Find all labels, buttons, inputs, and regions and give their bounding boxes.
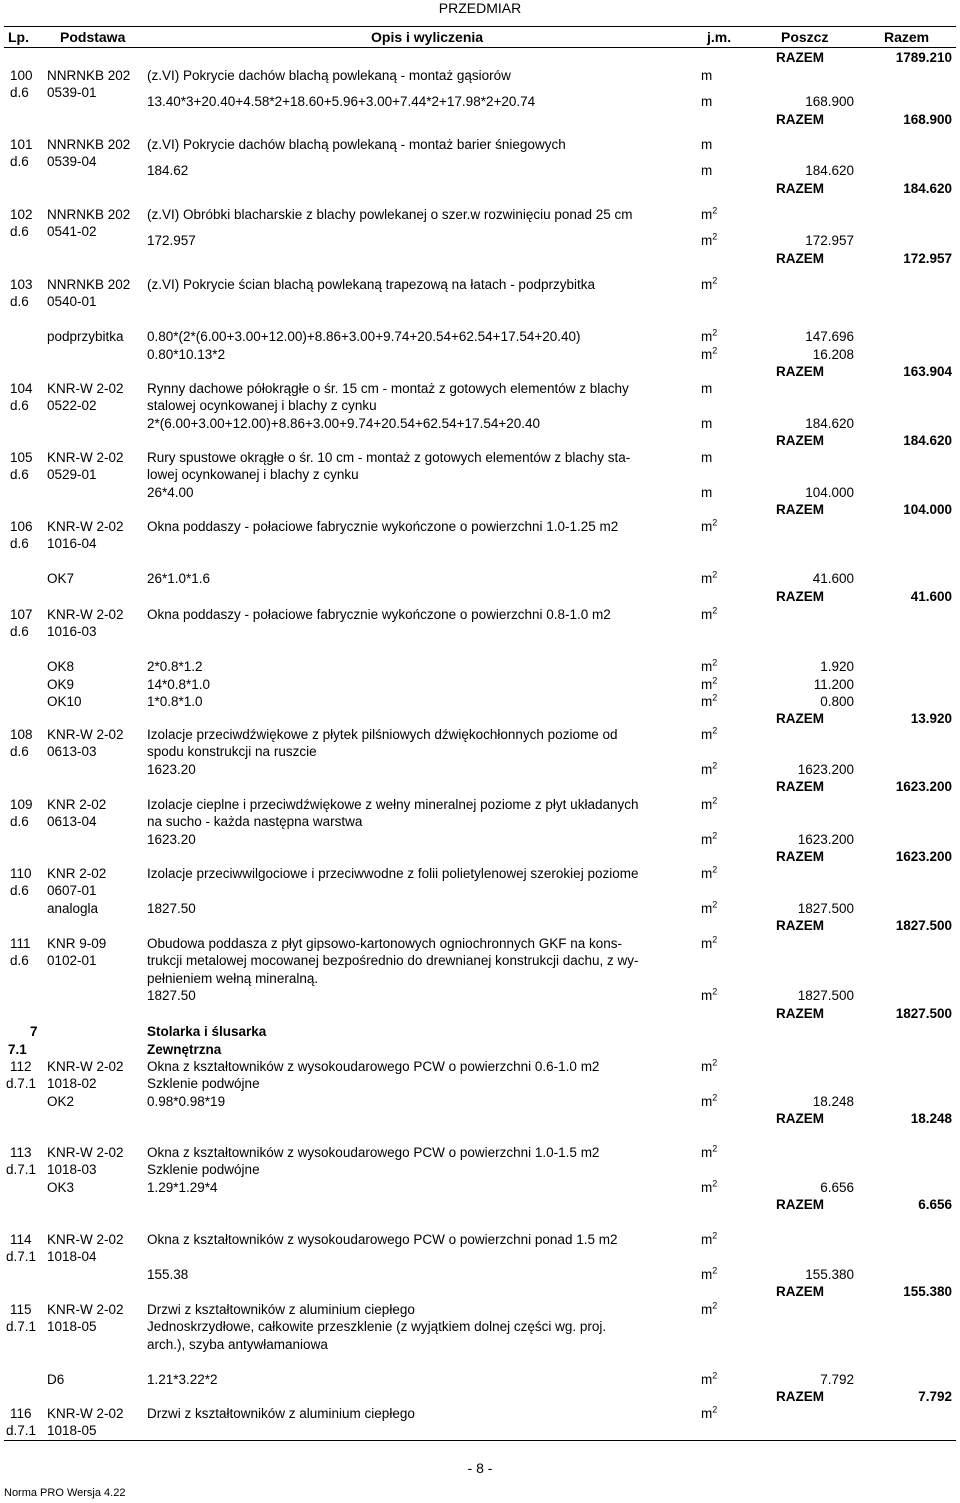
calc-label: OK7 bbox=[47, 571, 75, 587]
item-total: 1623.200 bbox=[895, 849, 952, 865]
item-description: (z.VI) Pokrycie dachów blachą powlekaną - montaż barier śniegowych bbox=[147, 137, 566, 152]
section-title: Stolarka i ślusarka bbox=[147, 1024, 267, 1039]
unit-base: m bbox=[701, 1059, 713, 1074]
header-opis: Opis i wyliczenia bbox=[371, 29, 484, 45]
item-description-line2: spodu konstrukcji na ruszcie bbox=[147, 744, 317, 760]
item-unit: m bbox=[701, 381, 713, 396]
item-unit bbox=[701, 866, 717, 882]
calc-expression: 26*1.0*1.6 bbox=[147, 571, 211, 587]
item-basis-code: 1018-05 bbox=[47, 1423, 97, 1439]
calc-unit: m bbox=[701, 94, 713, 110]
unit-superscript: 2 bbox=[712, 1370, 718, 1381]
unit-base: m bbox=[701, 207, 713, 222]
unit-base: m bbox=[701, 831, 713, 847]
razem-label: RAZEM bbox=[776, 711, 824, 727]
unit-base: m bbox=[701, 936, 713, 951]
unit-superscript: 2 bbox=[712, 1300, 718, 1311]
item-basis-code: 0540-01 bbox=[47, 294, 97, 310]
unit-superscript: 2 bbox=[712, 657, 718, 668]
page-number: - 8 - bbox=[467, 1460, 493, 1476]
unit-base: m bbox=[701, 866, 713, 881]
item-description-line2: na sucho - każda następna warstwa bbox=[147, 814, 363, 830]
section-number: 7 bbox=[30, 1024, 38, 1039]
item-basis-catalog: KNR-W 2-02 bbox=[47, 1406, 124, 1421]
unit-superscript: 2 bbox=[712, 231, 718, 242]
item-description: (z.VI) Pokrycie dachów blachą powlekaną - montaż gąsiorów bbox=[147, 68, 511, 83]
unit-base: m bbox=[701, 1179, 713, 1195]
unit-superscript: 2 bbox=[712, 864, 718, 875]
razem-label: RAZEM bbox=[776, 1005, 824, 1021]
item-total: 7.792 bbox=[918, 1389, 952, 1404]
item-basis-catalog: KNR-W 2-02 bbox=[47, 1145, 124, 1160]
razem-label: RAZEM bbox=[776, 433, 824, 449]
header-razem: Razem bbox=[884, 29, 930, 45]
item-number: 115 bbox=[10, 1302, 32, 1317]
calc-value: 168.900 bbox=[805, 94, 854, 110]
item-basis-code: 0607-01 bbox=[47, 883, 97, 899]
unit-base: m bbox=[701, 571, 713, 587]
unit-superscript: 2 bbox=[712, 517, 718, 528]
calc-value: 1.920 bbox=[820, 659, 854, 675]
calc-unit bbox=[701, 1094, 717, 1110]
item-total: 1827.500 bbox=[895, 918, 952, 934]
razem-label: RAZEM bbox=[776, 779, 824, 795]
item-number: 109 bbox=[10, 797, 33, 812]
item-basis-catalog: KNR-W 2-02 bbox=[47, 450, 124, 465]
section-title: Zewnętrzna bbox=[147, 1042, 222, 1057]
item-unit bbox=[701, 607, 717, 623]
razem-label: RAZEM bbox=[776, 250, 824, 266]
calc-value: 0.800 bbox=[820, 694, 854, 709]
unit-superscript: 2 bbox=[712, 327, 718, 338]
item-description: Rynny dachowe półokrągłe o śr. 15 cm - montaż z gotowych elementów z blachy bbox=[147, 381, 629, 396]
item-total: 184.620 bbox=[903, 433, 952, 449]
unit-superscript: 2 bbox=[712, 934, 718, 945]
item-chapter: d.6 bbox=[10, 744, 29, 760]
calc-unit: m bbox=[701, 163, 713, 179]
item-description: Izolacje przeciwwilgociowe i przeciwwodne z folii polietylenowej szerokiej poziome bbox=[147, 866, 639, 881]
item-description-line2: stalowej ocynkowanej i blachy z cynku bbox=[147, 398, 377, 414]
item-number: 110 bbox=[10, 866, 32, 881]
item-basis-catalog: KNR-W 2-02 bbox=[47, 381, 124, 396]
item-basis-code: 1018-04 bbox=[47, 1249, 97, 1265]
header-podstawa: Podstawa bbox=[60, 29, 126, 45]
item-total: 13.920 bbox=[910, 711, 952, 727]
item-description-line2: Szklenie podwójne bbox=[147, 1076, 260, 1092]
calc-unit bbox=[701, 1267, 717, 1283]
calc-unit bbox=[701, 1180, 717, 1196]
unit-base: m bbox=[701, 1093, 713, 1109]
unit-base: m bbox=[701, 233, 713, 249]
item-description-line3: arch.), szyba antywłamaniowa bbox=[147, 1336, 328, 1352]
razem-label: RAZEM bbox=[776, 588, 824, 604]
razem-label: RAZEM bbox=[776, 111, 824, 127]
item-description: Rury spustowe okrągłe o śr. 10 cm - montaż z gotowych elementów z blachy sta- bbox=[147, 450, 631, 465]
calc-expression: 2*(6.00+3.00+12.00)+8.86+3.00+9.74+20.54+62.54+17.54+20.40 bbox=[147, 415, 540, 431]
unit-base: m bbox=[701, 277, 713, 292]
item-basis-catalog: KNR-W 2-02 bbox=[47, 1232, 124, 1247]
calc-unit bbox=[701, 659, 717, 675]
item-unit: m bbox=[701, 137, 713, 152]
calc-value: 11.200 bbox=[813, 676, 854, 692]
item-description-line3: pełnieniem wełną mineralną. bbox=[147, 970, 319, 986]
calc-value: 6.656 bbox=[820, 1179, 854, 1195]
item-description: Okna z kształtowników z wysokoudarowego PCW o powierzchni 1.0-1.5 m2 bbox=[147, 1145, 600, 1160]
item-number: 100 bbox=[10, 68, 33, 83]
calc-unit bbox=[701, 347, 717, 363]
razem-label: RAZEM bbox=[776, 502, 824, 518]
item-description: Drzwi z kształtowników z aluminium ciepłego bbox=[147, 1302, 415, 1317]
razem-label: RAZEM bbox=[776, 50, 824, 65]
razem-label: RAZEM bbox=[776, 1284, 824, 1300]
unit-superscript: 2 bbox=[712, 605, 718, 616]
unit-superscript: 2 bbox=[712, 1143, 718, 1154]
calc-expression: 26*4.00 bbox=[147, 484, 194, 500]
unit-superscript: 2 bbox=[712, 760, 718, 771]
item-number: 106 bbox=[10, 519, 33, 534]
unit-base: m bbox=[701, 761, 713, 777]
unit-base: m bbox=[701, 727, 713, 742]
calc-value: 184.620 bbox=[805, 415, 854, 431]
unit-base: m bbox=[701, 797, 713, 812]
item-basis-catalog: KNR-W 2-02 bbox=[47, 1302, 124, 1317]
item-number: 116 bbox=[10, 1406, 32, 1421]
calc-value: 104.000 bbox=[805, 484, 854, 500]
item-total: 168.900 bbox=[903, 111, 952, 127]
unit-superscript: 2 bbox=[712, 1230, 718, 1241]
item-total: 184.620 bbox=[903, 180, 952, 196]
calc-expression: 1827.50 bbox=[147, 900, 196, 916]
calc-unit bbox=[701, 677, 717, 693]
software-version: Norma PRO Wersja 4.22 bbox=[4, 1487, 126, 1499]
calc-expression: 155.38 bbox=[147, 1266, 189, 1282]
item-description: (z.VI) Obróbki blacharskie z blachy powlekanej o szer.w rozwinięciu ponad 25 cm bbox=[147, 207, 633, 222]
item-description-line2: Szklenie podwójne bbox=[147, 1162, 260, 1178]
item-basis-code: 1018-05 bbox=[47, 1319, 97, 1335]
item-unit bbox=[701, 936, 717, 952]
item-total: 104.000 bbox=[903, 502, 952, 518]
calc-expression: 0.98*0.98*19 bbox=[147, 1093, 226, 1109]
calc-label: OK3 bbox=[47, 1179, 75, 1195]
item-unit bbox=[701, 1232, 717, 1248]
item-description: Okna z kształtowników z wysokoudarowego PCW o powierzchni ponad 1.5 m2 bbox=[147, 1232, 618, 1247]
item-basis-catalog: NNRNKB 202 bbox=[47, 137, 131, 152]
unit-superscript: 2 bbox=[712, 569, 718, 580]
item-total: 1623.200 bbox=[895, 779, 952, 795]
calc-unit bbox=[701, 901, 717, 917]
unit-base: m bbox=[701, 1145, 713, 1160]
unit-base: m bbox=[701, 1302, 713, 1317]
item-total: 172.957 bbox=[903, 250, 952, 266]
item-basis-catalog: KNR-W 2-02 bbox=[47, 727, 124, 742]
calc-value: 155.380 bbox=[805, 1266, 854, 1282]
item-chapter: d.6 bbox=[10, 467, 29, 483]
razem-label: RAZEM bbox=[776, 1111, 824, 1127]
item-number: 101 bbox=[10, 137, 33, 152]
calc-value: 41.600 bbox=[812, 571, 854, 587]
item-unit bbox=[701, 1406, 717, 1422]
item-chapter: d.7.1 bbox=[6, 1319, 37, 1335]
calc-label: D6 bbox=[47, 1371, 65, 1387]
calc-value: 1827.500 bbox=[797, 988, 854, 1004]
calc-unit bbox=[701, 832, 717, 848]
item-number: 104 bbox=[10, 381, 33, 396]
item-basis-code: 0539-04 bbox=[47, 154, 97, 170]
unit-superscript: 2 bbox=[712, 1265, 718, 1276]
calc-value: 18.248 bbox=[812, 1093, 854, 1109]
calc-expression: 14*0.8*1.0 bbox=[147, 676, 211, 692]
unit-superscript: 2 bbox=[712, 692, 718, 703]
unit-superscript: 2 bbox=[712, 345, 718, 356]
calc-expression: 1827.50 bbox=[147, 988, 196, 1004]
item-unit: m bbox=[701, 68, 713, 83]
unit-superscript: 2 bbox=[712, 1178, 718, 1189]
unit-superscript: 2 bbox=[712, 795, 718, 806]
unit-superscript: 2 bbox=[712, 1057, 718, 1068]
item-description: Izolacje przeciwdźwiękowe z płytek pilśniowych dźwiękochłonnych poziome od bbox=[147, 727, 618, 742]
item-chapter: d.6 bbox=[10, 883, 29, 899]
item-chapter: d.6 bbox=[10, 624, 29, 640]
document-title: PRZEDMIAR bbox=[438, 0, 522, 16]
calc-value: 172.957 bbox=[805, 233, 854, 249]
calc-expression: 13.40*3+20.40+4.58*2+18.60+5.96+3.00+7.44*2+17.98*2+20.74 bbox=[147, 94, 536, 110]
item-basis-catalog: NNRNKB 202 bbox=[47, 207, 131, 222]
unit-superscript: 2 bbox=[712, 675, 718, 686]
item-basis-code: 0522-02 bbox=[47, 398, 97, 414]
item-description: Okna poddaszy - połaciowe fabrycznie wykończone o powierzchni 1.0-1.25 m2 bbox=[147, 519, 619, 534]
unit-superscript: 2 bbox=[712, 725, 718, 736]
calc-value: 7.792 bbox=[820, 1371, 854, 1387]
calc-value: 16.208 bbox=[812, 346, 854, 362]
item-total: 155.380 bbox=[903, 1284, 952, 1300]
item-unit bbox=[701, 1059, 717, 1075]
item-basis-catalog: KNR-W 2-02 bbox=[47, 519, 124, 534]
calc-expression: 184.62 bbox=[147, 163, 189, 179]
item-basis-code: 0541-02 bbox=[47, 224, 97, 240]
calc-value: 147.696 bbox=[805, 329, 854, 345]
item-basis-code: 1018-02 bbox=[47, 1076, 97, 1092]
unit-base: m bbox=[701, 329, 713, 345]
razem-label: RAZEM bbox=[776, 849, 824, 865]
item-unit bbox=[701, 207, 717, 223]
calc-unit bbox=[701, 1372, 717, 1388]
calc-unit bbox=[701, 762, 717, 778]
item-basis-code: 0539-01 bbox=[47, 85, 97, 101]
item-description-line2: Jednoskrzydłowe, całkowite przeszklenie (z wyjątkiem dolnej części wg. proj. bbox=[147, 1319, 607, 1335]
razem-label: RAZEM bbox=[776, 180, 824, 196]
unit-base: m bbox=[701, 1406, 713, 1421]
item-unit: m bbox=[701, 450, 713, 465]
item-chapter: d.7.1 bbox=[6, 1423, 37, 1439]
unit-base: m bbox=[701, 659, 713, 675]
item-unit bbox=[701, 519, 717, 535]
item-number: 112 bbox=[10, 1059, 32, 1074]
item-chapter: d.6 bbox=[10, 953, 29, 969]
header-lp: Lp. bbox=[8, 29, 29, 45]
unit-base: m bbox=[701, 1371, 713, 1387]
header-poszcz: Poszcz bbox=[781, 29, 829, 45]
item-total: 163.904 bbox=[903, 364, 952, 379]
item-chapter: d.6 bbox=[10, 85, 29, 101]
item-unit bbox=[701, 277, 717, 293]
calc-unit: m bbox=[701, 415, 713, 431]
item-description: Obudowa poddasza z płyt gipsowo-kartonowych ogniochronnych GKF na kons- bbox=[147, 936, 623, 951]
calc-unit: m bbox=[701, 484, 713, 500]
item-basis-catalog: KNR 2-02 bbox=[47, 866, 107, 881]
item-basis-catalog: KNR-W 2-02 bbox=[47, 607, 124, 622]
item-unit bbox=[701, 1145, 717, 1161]
item-number: 102 bbox=[10, 207, 33, 222]
unit-base: m bbox=[701, 988, 713, 1004]
item-total: 6.656 bbox=[918, 1197, 952, 1213]
calc-unit bbox=[701, 694, 717, 710]
unit-base: m bbox=[701, 1232, 713, 1247]
calc-expression: 1623.20 bbox=[147, 831, 196, 847]
item-total: 18.248 bbox=[910, 1111, 952, 1127]
item-chapter: d.7.1 bbox=[6, 1162, 37, 1178]
razem-label: RAZEM bbox=[776, 1197, 824, 1213]
item-chapter: d.6 bbox=[10, 398, 29, 414]
item-basis-code: 1016-03 bbox=[47, 624, 97, 640]
unit-base: m bbox=[701, 694, 713, 709]
item-basis-note: analogla bbox=[47, 900, 99, 916]
item-chapter: d.6 bbox=[10, 814, 29, 830]
table-header bbox=[4, 26, 956, 48]
item-number: 108 bbox=[10, 727, 33, 742]
item-description: Drzwi z kształtowników z aluminium ciepłego bbox=[147, 1406, 415, 1421]
item-unit bbox=[701, 797, 717, 813]
calc-label: OK2 bbox=[47, 1093, 75, 1109]
item-unit bbox=[701, 1302, 717, 1318]
header-jm: j.m. bbox=[707, 29, 732, 45]
item-description-line2: trukcji metalowej mocowanej bezpośrednio do drewnianej konstrukcji dachu, z wy- bbox=[147, 953, 639, 969]
carry-over-total: 1789.210 bbox=[895, 50, 952, 65]
section-number: 7.1 bbox=[8, 1042, 27, 1057]
item-chapter: d.6 bbox=[10, 294, 29, 310]
unit-superscript: 2 bbox=[712, 830, 718, 841]
item-chapter: d.6 bbox=[10, 536, 29, 552]
unit-base: m bbox=[701, 1266, 713, 1282]
item-basis-code: 0613-03 bbox=[47, 744, 97, 760]
item-chapter: d.6 bbox=[10, 224, 29, 240]
footer-divider bbox=[4, 1440, 956, 1441]
unit-base: m bbox=[701, 346, 713, 362]
calc-expression: 1623.20 bbox=[147, 761, 196, 777]
unit-base: m bbox=[701, 519, 713, 534]
calc-value: 184.620 bbox=[805, 163, 854, 179]
item-chapter: d.7.1 bbox=[6, 1249, 37, 1265]
item-basis-catalog: KNR 9-09 bbox=[47, 936, 107, 951]
unit-superscript: 2 bbox=[712, 205, 718, 216]
calc-label: OK10 bbox=[47, 694, 82, 709]
item-basis-catalog: KNR 2-02 bbox=[47, 797, 107, 812]
item-total: 41.600 bbox=[910, 588, 952, 604]
item-basis-code: 0613-04 bbox=[47, 814, 97, 830]
item-chapter: d.7.1 bbox=[6, 1076, 37, 1092]
calc-unit bbox=[701, 988, 717, 1004]
item-number: 103 bbox=[10, 277, 33, 292]
item-number: 111 bbox=[10, 936, 31, 951]
calc-unit bbox=[701, 329, 717, 345]
item-total: 1827.500 bbox=[895, 1005, 952, 1021]
unit-superscript: 2 bbox=[712, 986, 718, 997]
calc-expression: 1*0.8*1.0 bbox=[147, 694, 203, 709]
calc-label: podprzybitka bbox=[47, 329, 124, 345]
item-description: Okna poddaszy - połaciowe fabrycznie wykończone o powierzchni 0.8-1.0 m2 bbox=[147, 607, 611, 622]
item-basis-code: 0529-01 bbox=[47, 467, 97, 483]
item-basis-catalog: NNRNKB 202 bbox=[47, 277, 131, 292]
item-number: 107 bbox=[10, 607, 33, 622]
item-number: 114 bbox=[10, 1232, 32, 1247]
calc-expression: 1.21*3.22*2 bbox=[147, 1371, 218, 1387]
item-description-line2: lowej ocynkowanej i blachy z cynku bbox=[147, 467, 359, 483]
unit-base: m bbox=[701, 676, 713, 692]
calc-expression: 172.957 bbox=[147, 233, 196, 249]
calc-label: OK9 bbox=[47, 676, 75, 692]
item-basis-code: 1016-04 bbox=[47, 536, 97, 552]
item-unit bbox=[701, 727, 717, 743]
item-basis-catalog: KNR-W 2-02 bbox=[47, 1059, 124, 1074]
unit-superscript: 2 bbox=[712, 899, 718, 910]
calc-unit bbox=[701, 233, 717, 249]
unit-superscript: 2 bbox=[712, 1092, 718, 1103]
unit-base: m bbox=[701, 607, 713, 622]
unit-superscript: 2 bbox=[712, 275, 718, 286]
item-number: 105 bbox=[10, 450, 33, 465]
unit-superscript: 2 bbox=[712, 1404, 718, 1415]
calc-expression: 0.80*(2*(6.00+3.00+12.00)+8.86+3.00+9.74+20.54+62.54+17.54+20.40) bbox=[147, 329, 581, 345]
calc-value: 1623.200 bbox=[797, 761, 854, 777]
razem-label: RAZEM bbox=[776, 1389, 824, 1404]
calc-expression: 0.80*10.13*2 bbox=[147, 346, 226, 362]
calc-label: OK8 bbox=[47, 659, 75, 675]
item-basis-catalog: NNRNKB 202 bbox=[47, 68, 131, 83]
item-basis-code: 1018-03 bbox=[47, 1162, 97, 1178]
calc-expression: 2*0.8*1.2 bbox=[147, 659, 203, 675]
calc-value: 1623.200 bbox=[797, 831, 854, 847]
item-chapter: d.6 bbox=[10, 154, 29, 170]
item-number: 113 bbox=[10, 1145, 32, 1160]
razem-label: RAZEM bbox=[776, 364, 824, 379]
calc-expression: 1.29*1.29*4 bbox=[147, 1179, 218, 1195]
calc-unit bbox=[701, 571, 717, 587]
calc-value: 1827.500 bbox=[797, 900, 854, 916]
unit-base: m bbox=[701, 900, 713, 916]
razem-label: RAZEM bbox=[776, 918, 824, 934]
item-description: (z.VI) Pokrycie ścian blachą powlekaną trapezową na łatach - podprzybitka bbox=[147, 277, 595, 292]
item-description: Okna z kształtowników z wysokoudarowego PCW o powierzchni 0.6-1.0 m2 bbox=[147, 1059, 600, 1074]
item-basis-code: 0102-01 bbox=[47, 953, 97, 969]
item-description: Izolacje cieplne i przeciwdźwiękowe z wełny mineralnej poziome z płyt układanych bbox=[147, 797, 639, 812]
